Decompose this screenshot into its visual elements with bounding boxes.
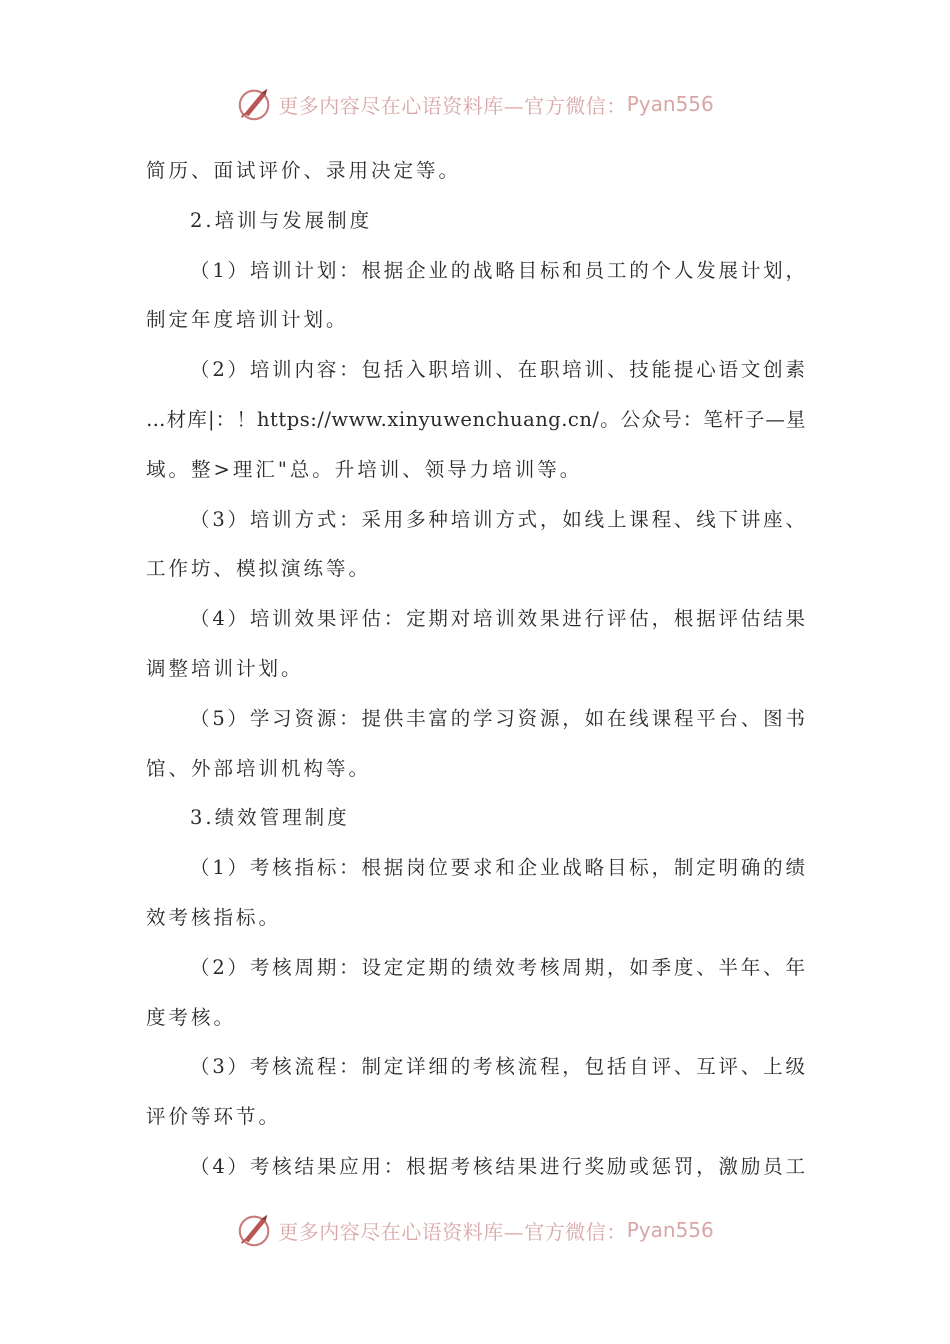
- body-line: （2）培训内容：包括入职培训、在职培训、技能提心语文创素: [190, 358, 806, 382]
- pen-logo-icon: [236, 1211, 274, 1249]
- body-line: （5）学习资源：提供丰富的学习资源，如在线课程平台、图书: [190, 706, 806, 730]
- body-line: 效考核指标。: [146, 905, 282, 929]
- body-line: 简历、面试评价、录用决定等。: [146, 159, 462, 182]
- body-line: 度考核。: [146, 1005, 237, 1029]
- body-line: （1）培训计划：根据企业的战略目标和员工的个人发展计划，: [190, 258, 806, 282]
- banner-text: 更多内容尽在心语资料库—官方微信：: [278, 1219, 627, 1244]
- body-line: 评价等环节。: [146, 1105, 282, 1129]
- body-line: （2）考核周期：设定定期的绩效考核周期，如季度、半年、年: [190, 955, 806, 979]
- section-heading: 2.培训与发展制度: [190, 208, 373, 232]
- body-line: 调整培训计划。: [146, 656, 304, 680]
- body-line: （3）考核流程：制定详细的考核流程，包括自评、互评、上级: [190, 1055, 806, 1079]
- body-line: （4）培训效果评估：定期对培训效果进行评估，根据评估结果: [190, 607, 806, 631]
- pen-logo-icon: [236, 85, 274, 123]
- document-body: [146, 146, 806, 1192]
- section-heading: 3.绩效管理制度: [190, 806, 350, 830]
- banner-wechat-id: Pyan556: [626, 92, 714, 116]
- body-line: （4）考核结果应用：根据考核结果进行奖励或惩罚，激励员工: [190, 1154, 806, 1178]
- body-line-with-url: …材库|：！https://www.xinyuwenchuang.cn/。公众号：笔杆子—星: [146, 407, 806, 431]
- body-line: 馆、外部培训机构等。: [146, 756, 372, 780]
- body-line: （1）考核指标：根据岗位要求和企业战略目标，制定明确的绩: [190, 856, 806, 880]
- banner-wechat-id: Pyan556: [626, 1218, 714, 1242]
- banner-text: 更多内容尽在心语资料库—官方微信：: [278, 93, 627, 118]
- header-banner: [0, 82, 950, 126]
- footer-banner: [0, 1208, 950, 1252]
- body-line: 制定年度培训计划。: [146, 308, 349, 332]
- body-line: 域。整>理汇"总。升培训、领导力培训等。: [146, 457, 583, 481]
- body-line: （3）培训方式：采用多种培训方式，如线上课程、线下讲座、: [190, 507, 806, 531]
- body-line: 工作坊、模拟演练等。: [146, 557, 372, 581]
